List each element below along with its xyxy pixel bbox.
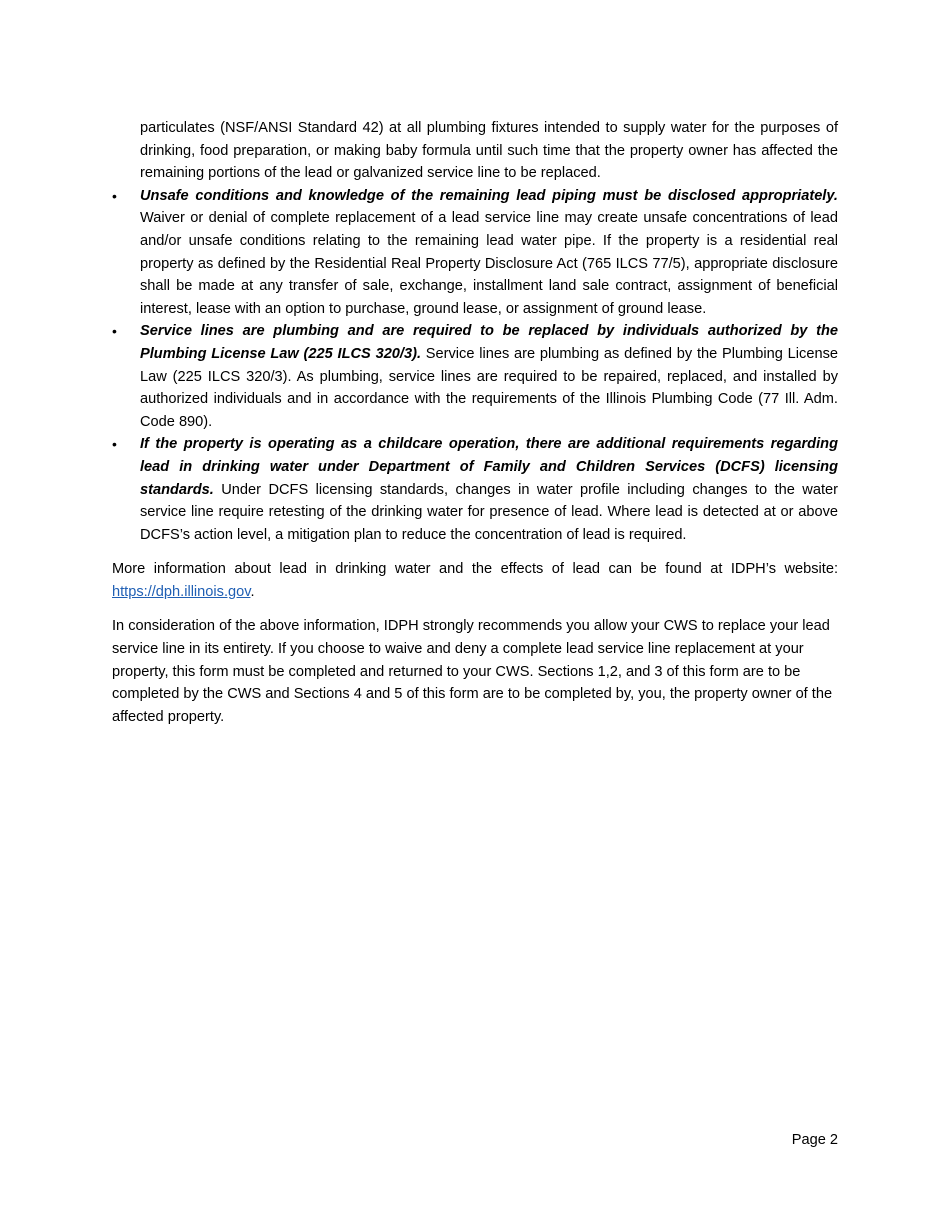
page-content [112, 117, 838, 728]
bullet-body: Under DCFS licensing standards, changes in water profile including changes to the water service line require retesting of the drinking water for presence of lead. Where lead is detected at or above DCFS’s action level, a mitigation plan to reduce the concentration of lead is required. [140, 481, 838, 543]
bullet-heading: If the property is operating as a childcare operation, there are additional requirements regarding lead in drinking water under Department of Family and Children Services (DCFS) licensing standards. [140, 436, 838, 498]
bullet-dot-icon: • [112, 187, 117, 204]
bullet-dot-icon: • [112, 436, 117, 453]
bullet-list [112, 185, 838, 547]
bullet-heading: Service lines are plumbing and are required to be replaced by individuals authorized by the Plumbing License Law (225 ILCS 320/3). [140, 323, 838, 362]
bullet-heading: Unsafe conditions and knowledge of the remaining lead piping must be disclosed appropriately. [140, 187, 838, 204]
bullet-item-plumbing [112, 320, 838, 433]
more-info-text: More information about lead in drinking water and the effects of lead can be found at IDPH’s website: [112, 561, 838, 578]
bullet-body: Service lines are plumbing as defined by the Plumbing License Law (225 ILCS 320/3). As plumbing, service lines are required to be repaired, replaced, and installed by authorized individuals and in accordance with the requirements of the Illinois Plumbing Code (77 Ill. Adm. Code 890). [140, 345, 838, 430]
bullet-dot-icon: • [112, 323, 117, 340]
more-info-suffix: . [250, 583, 255, 600]
more-info-paragraph [112, 558, 838, 603]
bullet-body: Waiver or denial of complete replacement of a lead service line may create unsafe concentrations of lead and/or unsafe conditions relating to the remaining lead water pipe. If the property is a residential real property as defined by the Residential Real Property Disclosure Act (765 ILCS 77/5), appropriate disclosure shall be made at any transfer of sale, exchange, installment land sale contract, assignment of beneficial interest, lease with an option to purchase, ground lease, or assignment of ground lease. [140, 210, 838, 317]
bullet-item-disclosure [112, 185, 838, 321]
page-number: Page 2 [791, 1132, 838, 1148]
bullet-item-childcare [112, 433, 838, 546]
idph-website-link[interactable]: https://dph.illinois.gov [112, 583, 251, 600]
consideration-paragraph: In consideration of the above information, IDPH strongly recommends you allow your CWS to replace your lead service line in its entirety. If you choose to waive and deny a complete lead service line replacement at your property, this form must be completed and returned to your CWS. Sections 1,2, and 3 of this form are to be completed by the CWS and Sections 4 and 5 of this form are to be completed by, you, the property owner of the affected property. [112, 618, 833, 725]
continued-paragraph: particulates (NSF/ANSI Standard 42) at all plumbing fixtures intended to supply water for the purposes of drinking, food preparation, or making baby formula until such time that the property owner has affected the remaining portions of the lead or galvanized service line to be replaced. [140, 120, 838, 182]
